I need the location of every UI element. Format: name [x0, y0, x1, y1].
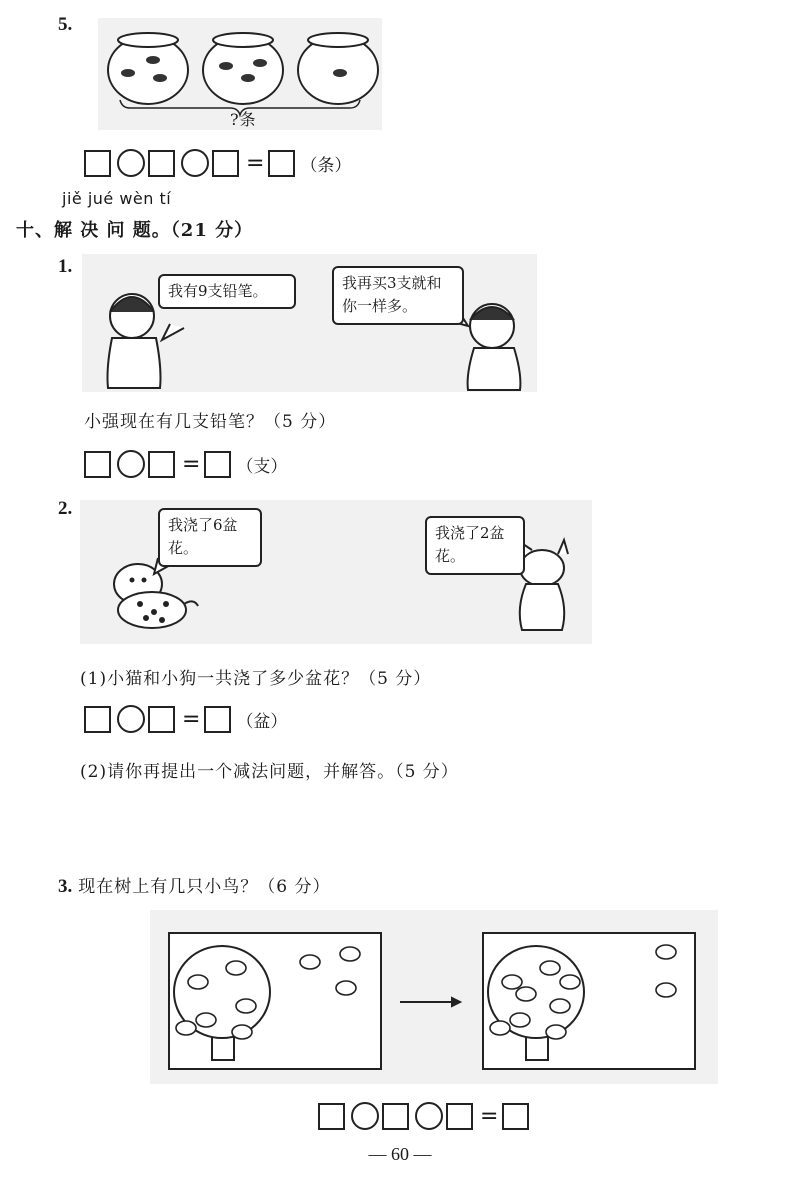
equals-sign: = — [246, 150, 265, 176]
fishbowl-1 — [108, 33, 188, 104]
result-box[interactable] — [502, 1103, 529, 1130]
q2-subquestion-2: (2)请你再提出一个减法问题，并解答。（5 分） — [80, 762, 459, 782]
q1-illustration — [82, 254, 537, 392]
q1-equation — [84, 450, 287, 478]
answer-box[interactable] — [382, 1103, 409, 1130]
page-number: — 60 — — [368, 1144, 432, 1164]
q1-question: 小强现在有几支铅笔？（5 分） — [84, 412, 337, 432]
unit-label: （支） — [236, 456, 288, 477]
answer-box[interactable] — [84, 150, 111, 177]
section-title: 十、解 决 问 题。（21 分） — [16, 220, 254, 241]
equals-sign: = — [182, 706, 201, 732]
unit-label: （盆） — [236, 711, 288, 732]
question-3-number: 3. — [58, 876, 73, 897]
operator-circle[interactable] — [117, 450, 145, 478]
result-box[interactable] — [204, 706, 231, 733]
question-1-number: 1. — [58, 256, 73, 277]
dog-speech: 我浇了6盆花。 — [168, 516, 238, 558]
equals-sign: = — [480, 1103, 499, 1129]
q3-question: 现在树上有几只小鸟？（6 分） — [78, 877, 331, 897]
girl-speech-bubble — [158, 274, 296, 309]
operator-circle[interactable] — [117, 149, 145, 177]
operator-circle[interactable] — [181, 149, 209, 177]
result-box[interactable] — [268, 150, 295, 177]
answer-box[interactable] — [148, 451, 175, 478]
fishbowl-3 — [298, 33, 378, 104]
answer-box[interactable] — [212, 150, 239, 177]
q3-equation — [318, 1102, 532, 1130]
operator-circle[interactable] — [351, 1102, 379, 1130]
cat-figure — [520, 540, 568, 630]
q3-illustration — [150, 910, 718, 1084]
section-pinyin: jiě jué wèn tí — [62, 189, 172, 208]
boy-figure — [468, 304, 521, 390]
equals-sign: = — [182, 451, 201, 477]
q2-subquestion-1: (1)小猫和小狗一共浇了多少盆花？（5 分） — [80, 669, 432, 689]
answer-box[interactable] — [446, 1103, 473, 1130]
answer-box[interactable] — [318, 1103, 345, 1130]
fishbowl-2 — [203, 33, 283, 104]
boy-speech-bubble — [332, 266, 464, 325]
answer-box[interactable] — [84, 451, 111, 478]
unit-label: （条） — [300, 155, 352, 176]
brace-label: ?条 — [230, 110, 257, 129]
cat-speech: 我浇了2盆花。 — [435, 524, 505, 566]
boy-speech: 我再买3支就和你一样多。 — [342, 274, 442, 316]
transition-arrow — [400, 998, 460, 1006]
q2-equation — [84, 705, 287, 733]
question-5-number: 5. — [58, 14, 73, 35]
q5-equation — [84, 149, 351, 177]
girl-speech: 我有9支铅笔。 — [168, 282, 268, 300]
answer-box[interactable] — [84, 706, 111, 733]
question-2-number: 2. — [58, 498, 73, 519]
result-box[interactable] — [204, 451, 231, 478]
q3-header — [58, 872, 330, 898]
dog-speech-bubble — [158, 508, 262, 567]
answer-box[interactable] — [148, 150, 175, 177]
girl-figure — [108, 294, 161, 388]
answer-box[interactable] — [148, 706, 175, 733]
operator-circle[interactable] — [117, 705, 145, 733]
operator-circle[interactable] — [415, 1102, 443, 1130]
cat-speech-bubble — [425, 516, 525, 575]
